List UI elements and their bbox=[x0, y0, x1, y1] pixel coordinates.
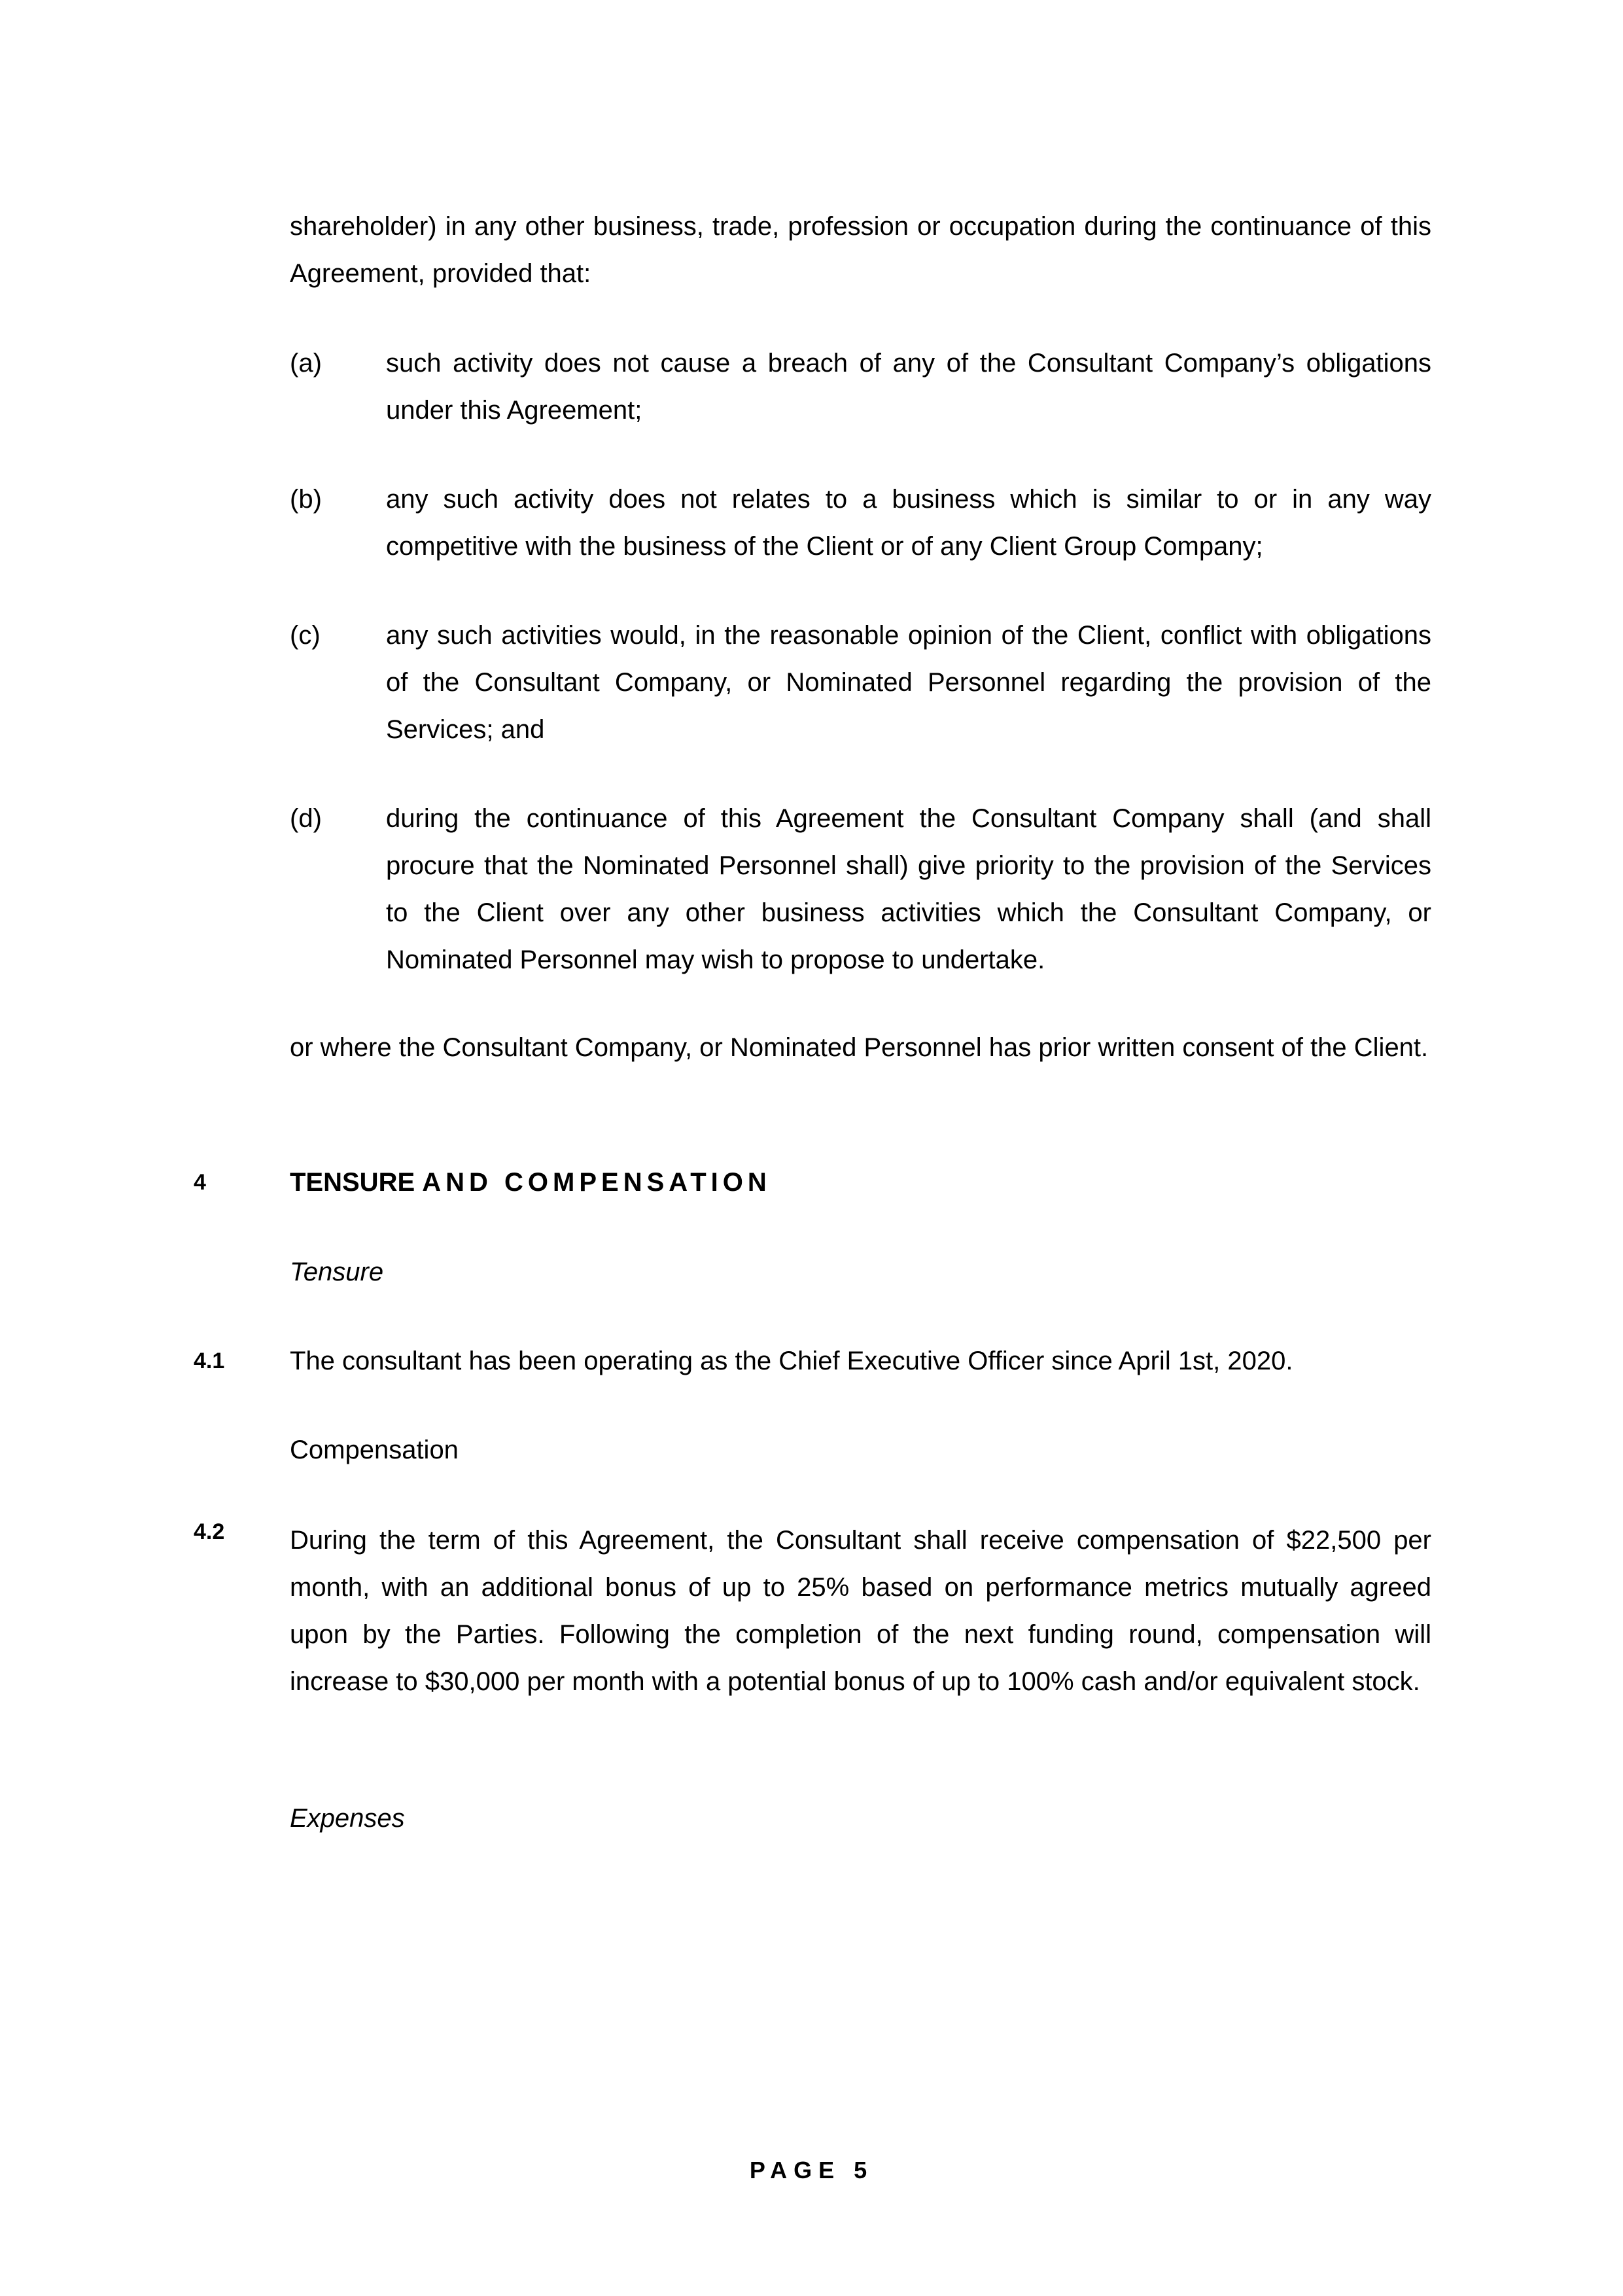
proviso-text-c: any such activities would, in the reasonable opinion of the Client, conflict with obligations of the Consultant Company, or Nominated Personnel regarding the provision of the Services; and bbox=[386, 621, 1431, 744]
proviso-text-d: during the continuance of this Agreement the Consultant Company shall (and shall procure that the Nominated Personnel shall) give priority to the provision of the Services to the Client over any other business activities which the Consultant Company, or Nominated Personnel may wish to propose to undertake. bbox=[386, 804, 1431, 974]
section-heading-first: TENSURE bbox=[290, 1168, 415, 1197]
compensation-subheading: Compensation bbox=[290, 1436, 459, 1464]
proviso-label-c: (c) bbox=[290, 621, 321, 650]
tensure-subheading: Tensure bbox=[290, 1258, 384, 1286]
clause-number-4-1: 4.1 bbox=[194, 1349, 225, 1373]
proviso-label-a: (a) bbox=[290, 349, 322, 378]
proviso-text-a: such activity does not cause a breach of any of the Consultant Company’s obligations under this Agreement; bbox=[386, 349, 1431, 425]
page-number-footer: PAGE 5 bbox=[749, 2157, 874, 2183]
section-heading bbox=[290, 1159, 771, 1206]
proviso-label-d: (d) bbox=[290, 804, 322, 833]
clause-4-2-text: During the term of this Agreement, the Consultant shall receive compensation of $22,500 per month, with an additional bonus of up to 25% based on performance metrics mutually agreed upon by the Parties. Following the completion of the next funding round, compensation will increase to $30,000 per month with a potential bonus of up to 100% cash and/or equivalent stock. bbox=[290, 1526, 1431, 1696]
clause-4-1-text: The consultant has been operating as the Chief Executive Officer since April 1st, 2020. bbox=[290, 1347, 1293, 1375]
clause-number-4-2: 4.2 bbox=[194, 1519, 225, 1544]
proviso-label-b: (b) bbox=[290, 485, 322, 514]
expenses-subheading: Expenses bbox=[290, 1804, 405, 1833]
section-heading-rest: AND COMPENSATION bbox=[422, 1168, 771, 1197]
intro-paragraph: shareholder) in any other business, trade, profession or occupation during the continuance of this Agreement, provided that: bbox=[290, 212, 1431, 288]
proviso-text-b: any such activity does not relates to a business which is similar to or in any way competitive with the business of the Client or of any Client Group Company; bbox=[386, 485, 1431, 561]
section-number: 4 bbox=[194, 1170, 206, 1195]
closing-paragraph: or where the Consultant Company, or Nominated Personnel has prior written consent of the Client. bbox=[290, 1033, 1429, 1062]
